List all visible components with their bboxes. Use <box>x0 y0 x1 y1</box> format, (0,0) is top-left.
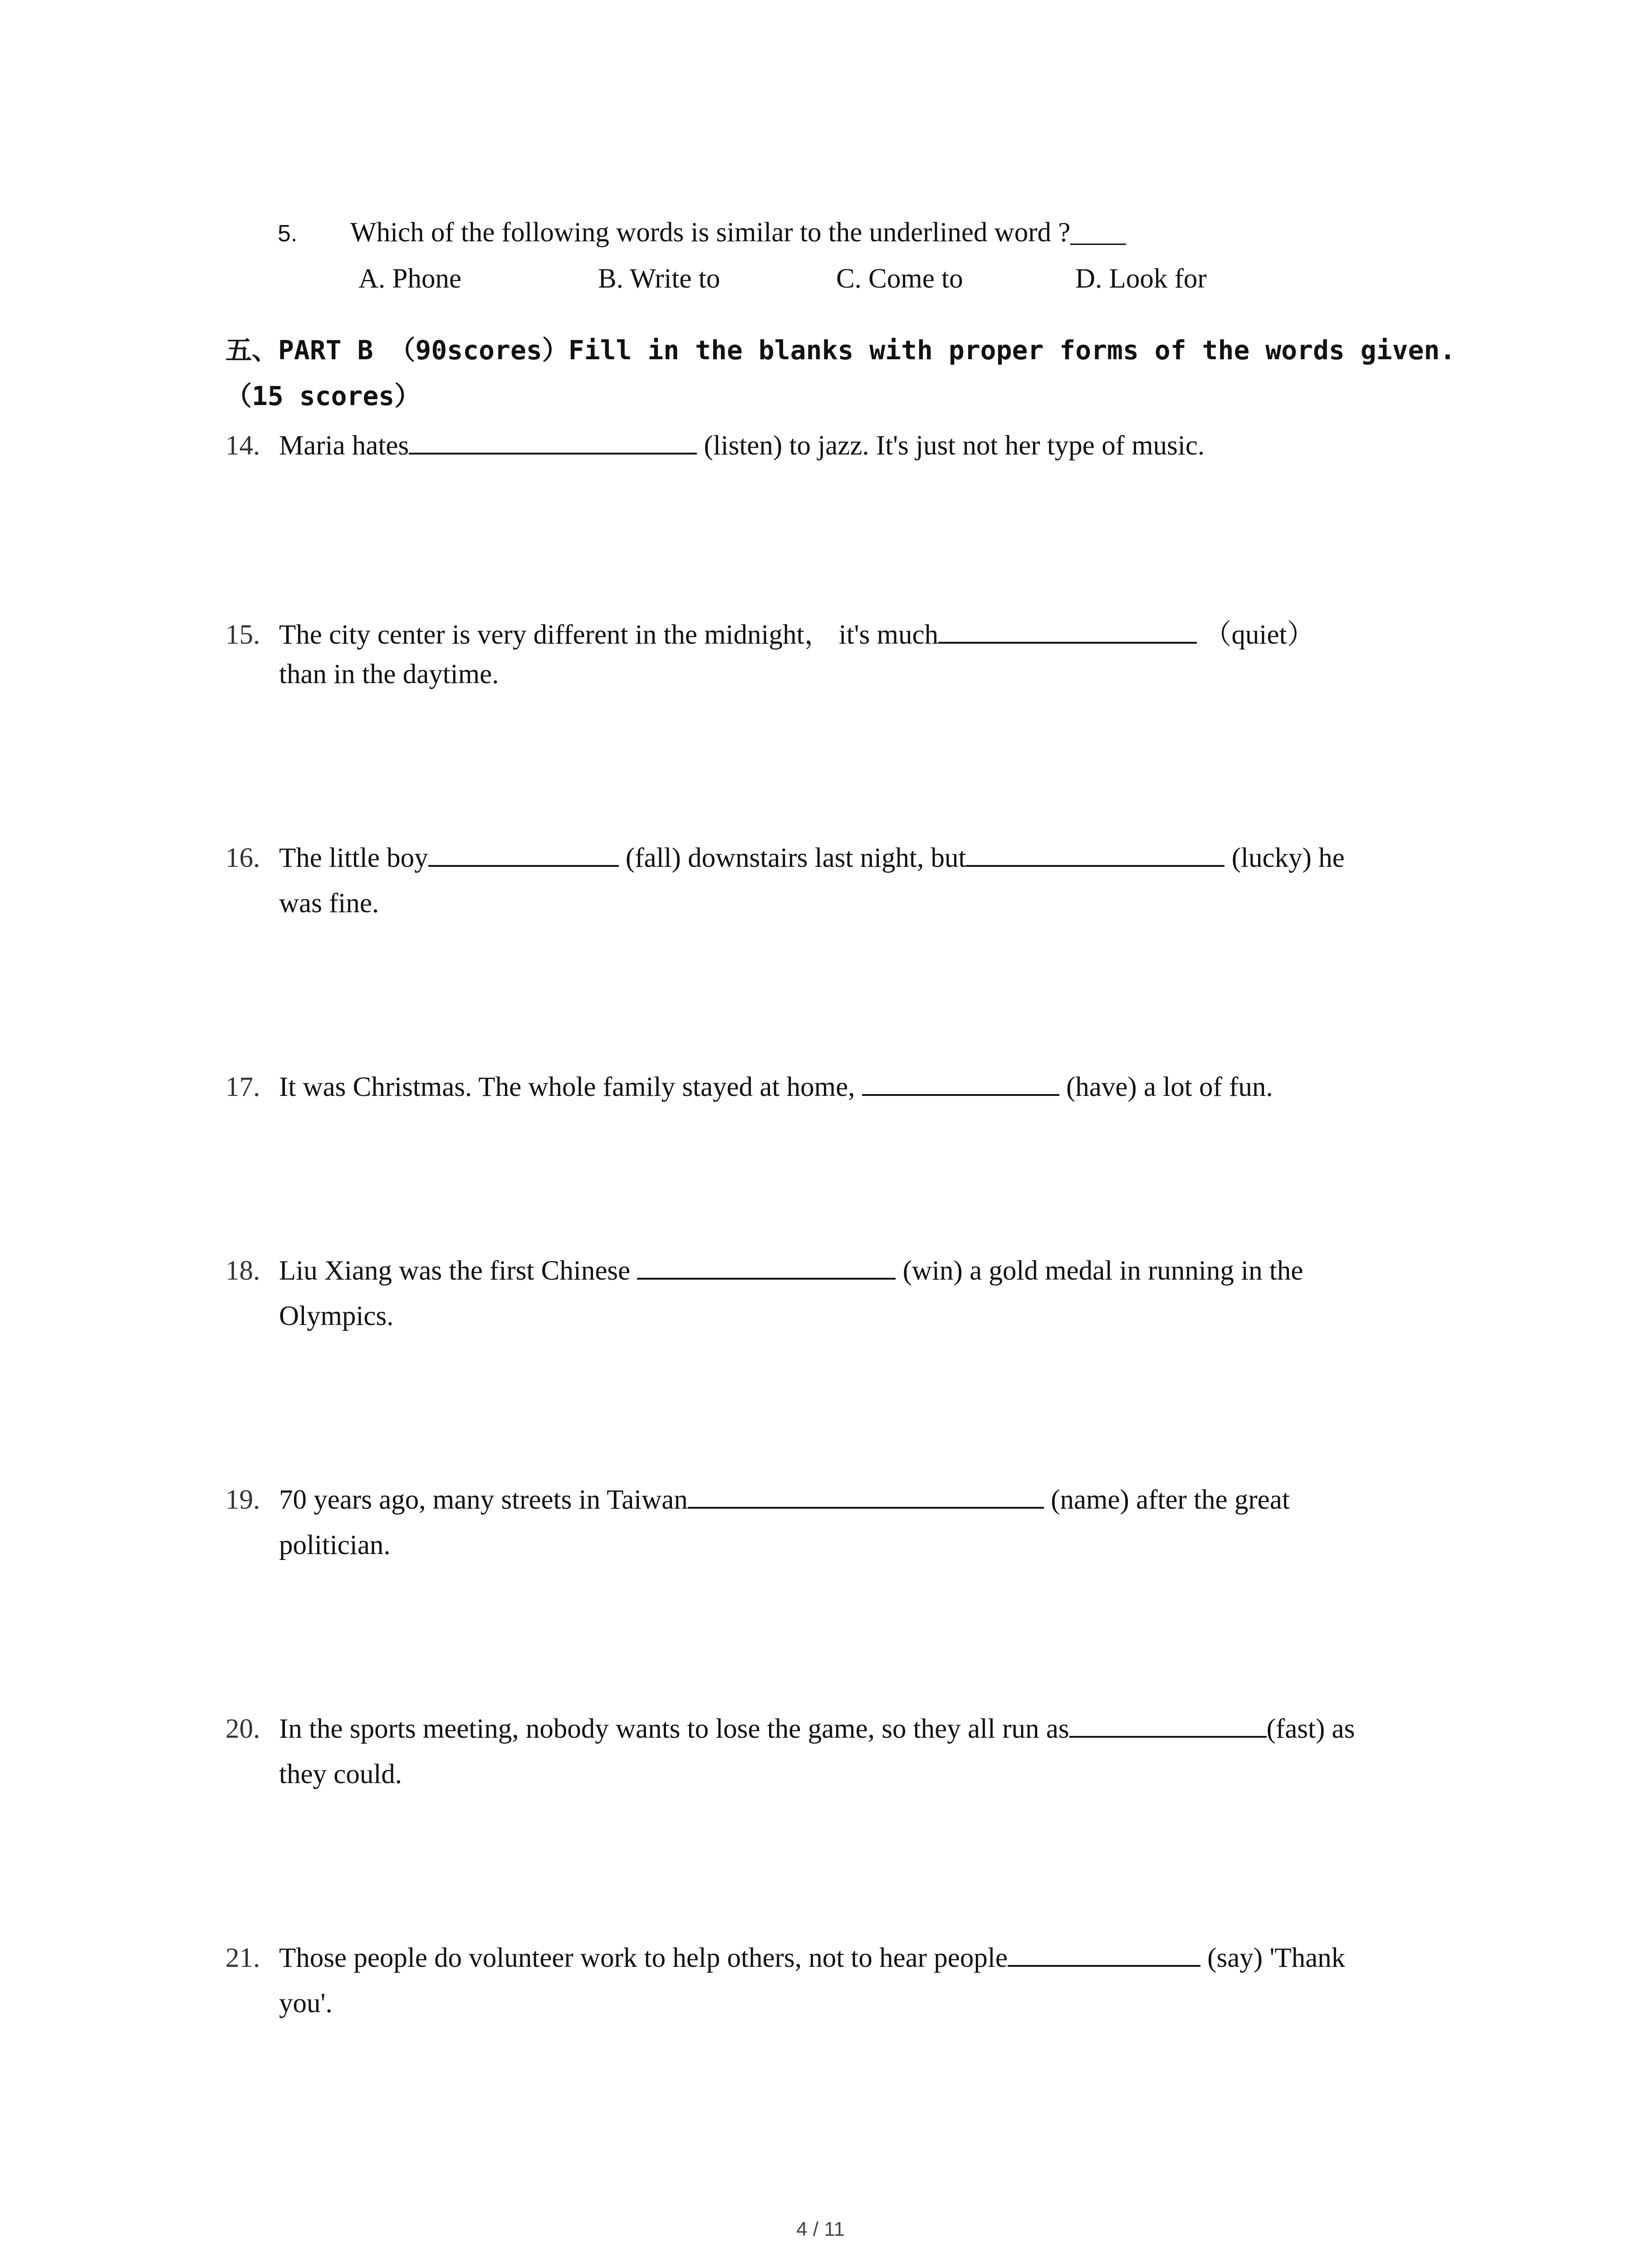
item-number: 15. <box>225 620 260 650</box>
item-20 <box>225 1712 1355 1745</box>
item-number: 17. <box>225 1072 260 1102</box>
item-number: 14. <box>225 430 260 461</box>
item-text: The little boy <box>279 843 428 873</box>
item-18-continued: Olympics. <box>279 1301 394 1331</box>
item-21-continued: you'. <box>279 1988 333 2019</box>
item-text: (fall) downstairs last night, but <box>618 843 966 873</box>
page-number: 4 / 11 <box>796 2218 845 2240</box>
item-number: 20. <box>225 1714 260 1744</box>
answer-blank[interactable] <box>938 618 1197 644</box>
option-b: B. Write to <box>598 264 720 294</box>
item-number: 19. <box>225 1485 260 1515</box>
option-d: D. Look for <box>1075 264 1207 294</box>
item-text: 70 years ago, many streets in Taiwan <box>279 1485 688 1515</box>
answer-blank[interactable] <box>1008 1941 1200 1967</box>
question-5-number: 5. <box>278 220 298 247</box>
item-19 <box>225 1483 1290 1516</box>
option-a: A. Phone <box>358 264 462 294</box>
item-15-continued: than in the daytime. <box>279 659 499 689</box>
item-17 <box>225 1070 1273 1103</box>
item-16 <box>225 841 1345 874</box>
answer-blank[interactable] <box>688 1483 1044 1509</box>
item-number: 18. <box>225 1256 260 1286</box>
item-text: In the sports meeting, nobody wants to lose the game, so they all run as <box>279 1714 1069 1744</box>
answer-blank[interactable] <box>1069 1712 1267 1738</box>
item-text: (lucky) he <box>1225 843 1345 873</box>
item-15 <box>225 612 1314 652</box>
item-text: (name) after the great <box>1043 1485 1290 1515</box>
item-text: (have) a lot of fun. <box>1059 1072 1273 1102</box>
question-5-text: Which of the following words is similar to the underlined word ?____ <box>350 217 1126 248</box>
item-19-continued: politician. <box>279 1530 391 1560</box>
answer-blank[interactable] <box>966 841 1225 867</box>
item-text: （quiet） <box>1197 620 1315 650</box>
answer-blank[interactable] <box>409 429 697 455</box>
item-text: (say) 'Thank <box>1200 1943 1346 1973</box>
question-5 <box>278 217 1126 249</box>
answer-blank[interactable] <box>637 1254 896 1280</box>
item-21 <box>225 1941 1345 1974</box>
item-text: Liu Xiang was the first Chinese <box>279 1256 637 1286</box>
answer-blank[interactable] <box>428 841 619 867</box>
item-20-continued: they could. <box>279 1759 402 1789</box>
item-text: (win) a gold medal in running in the <box>896 1256 1303 1286</box>
section-heading-score: （15 scores） <box>225 381 421 411</box>
item-text: Those people do volunteer work to help others, not to hear people <box>279 1943 1008 1973</box>
item-number: 16. <box>225 843 260 873</box>
item-text: It was Christmas. The whole family stayed at home, <box>279 1072 862 1102</box>
answer-blank[interactable] <box>862 1070 1059 1096</box>
item-number: 21. <box>225 1943 260 1973</box>
item-text: Maria hates <box>279 430 409 461</box>
item-16-continued: was fine. <box>279 888 379 919</box>
option-c: C. Come to <box>836 264 963 294</box>
item-text: (listen) to jazz. It's just not her type of music. <box>697 430 1205 461</box>
item-14 <box>225 429 1205 462</box>
item-18 <box>225 1254 1303 1287</box>
section-heading: 五、PART B （90scores）Fill in the blanks with proper forms of the words given. <box>225 335 1456 366</box>
item-text: The city center is very different in the midnight， it's much <box>279 620 939 650</box>
item-text: (fast) as <box>1266 1714 1355 1744</box>
